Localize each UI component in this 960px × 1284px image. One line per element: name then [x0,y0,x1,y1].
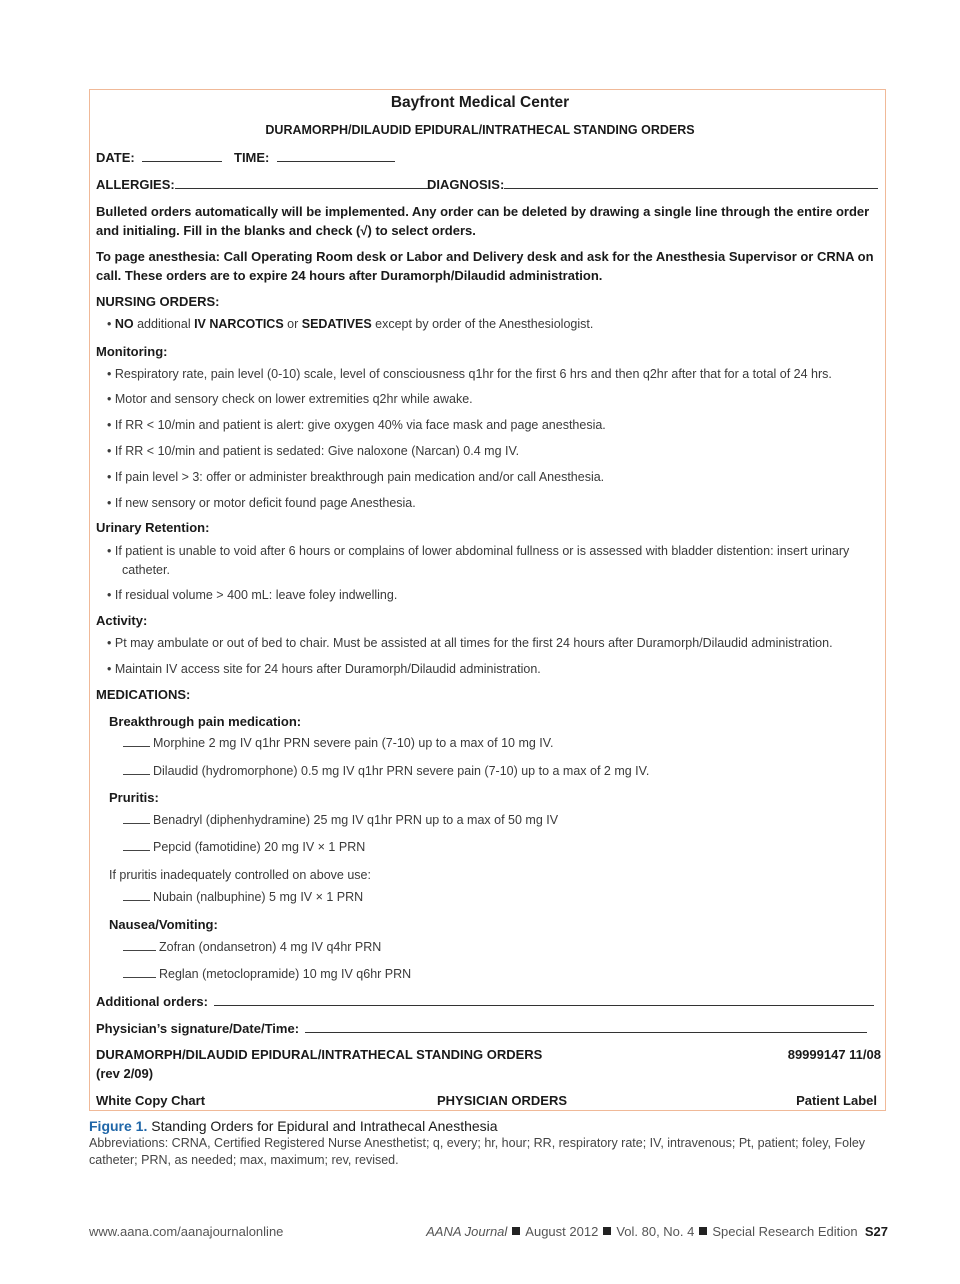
medication-option[interactable]: Dilaudid (hydromorphone) 0.5 mg IV q1hr PRN severe pain (7-10) up to a max of 2 mg IV. [123,764,649,778]
paging-text: To page anesthesia: Call Operating Room desk or Labor and Delivery desk and ask for the Anesthesia Supervisor or CRNA on call. These orders are to expire 24 hours after Duramorph/Dilaudid administration. [96,249,874,283]
square-separator-icon [512,1227,520,1235]
medication-option[interactable]: Nubain (nalbuphine) 5 mg IV × 1 PRN [123,890,363,904]
copy-label: White Copy Chart [96,1093,206,1108]
signature-field[interactable] [96,1021,867,1036]
list-item: • Respiratory rate, pain level (0-10) scale, level of consciousness q1hr for the first 6 hrs and then q2hr after that for a total of 24 hrs. [107,367,832,381]
additional-orders-label: Additional orders: [96,994,208,1009]
time-field[interactable] [234,150,395,165]
footer-form-code: 89999147 11/08 [787,1047,881,1062]
orders-label: PHYSICIAN ORDERS [437,1093,568,1108]
monitoring-title: Monitoring: [96,344,168,359]
check-blank[interactable] [123,773,150,775]
check-blank[interactable] [123,949,156,951]
nursing-order-item: • NO additional IV NARCOTICS or SEDATIVES except by order of the Anesthesiologist. [107,317,594,331]
list-item: • If new sensory or motor deficit found page Anesthesia. [107,496,416,510]
list-item: • If pain level > 3: offer or administer breakthrough pain medication and/or call Anesthesia. [107,470,605,484]
list-item: • Pt may ambulate or out of bed to chair. Must be assisted at all times for the first 24 hours after Duramorph/Dilaudid administration. [107,636,833,650]
activity-title: Activity: [96,613,148,628]
medication-option[interactable]: Zofran (ondansetron) 4 mg IV q4hr PRN [123,940,381,954]
check-blank[interactable] [123,745,150,747]
list-item: • Maintain IV access site for 24 hours after Duramorph/Dilaudid administration. [107,662,541,676]
allergies-field[interactable] [96,177,431,192]
journal-name: AANA Journal [426,1224,508,1239]
footer-revision: (rev 2/09) [96,1066,154,1081]
pruritis-title: Pruritis: [109,790,159,805]
check-blank[interactable] [123,849,150,851]
pruritis-inadequate-text: If pruritis inadequately controlled on above use: [109,868,371,882]
urinary-title: Urinary Retention: [96,520,210,535]
square-separator-icon [603,1227,611,1235]
org-name: Bayfront Medical Center [390,94,570,111]
figure-abbreviations: Abbreviations: CRNA, Certified Registered Nurse Anesthetist; q, every; hr, hour; RR, respiratory rate; IV, intravenous; Pt, patient; foley, Foley catheter; PRN, as needed; max, maximum; rev, revised. [89,1136,866,1167]
figure-caption-title [89,1118,498,1134]
medications-title: MEDICATIONS: [96,687,191,702]
check-blank[interactable] [123,899,150,901]
signature-label: Physician’s signature/Date/Time: [96,1021,300,1036]
additional-orders-field[interactable] [96,994,874,1009]
nausea-title: Nausea/Vomiting: [109,917,218,932]
journal-url[interactable]: www.aana.com/aanajournalonline [89,1224,284,1239]
square-separator-icon [699,1227,707,1235]
date-label: DATE: [96,150,135,165]
breakthrough-title: Breakthrough pain medication: [109,714,302,729]
time-label: TIME: [234,150,270,165]
instructions-text: Bulleted orders automatically will be implemented. Any order can be deleted by drawing a single line through the entire order and initialing. Fill in the blanks and check (√) to select orders. [96,204,870,238]
figure-label: Figure 1. [89,1118,148,1134]
medication-option[interactable]: Pepcid (famotidine) 20 mg IV × 1 PRN [123,840,365,854]
medication-option[interactable]: Morphine 2 mg IV q1hr PRN severe pain (7-10) up to a max of 10 mg IV. [123,736,553,750]
patient-label: Patient Label [796,1093,877,1108]
diagnosis-field[interactable] [427,177,878,192]
nursing-orders-title: NURSING ORDERS: [96,294,220,309]
list-item: • If RR < 10/min and patient is alert: give oxygen 40% via face mask and page anesthesia. [107,418,606,432]
medication-option[interactable]: Reglan (metoclopramide) 10 mg IV q6hr PRN [123,967,411,981]
list-item: • If patient is unable to void after 6 hours or complains of lower abdominal fullness or is assessed with bladder distention: insert urinary catheter. [107,544,850,577]
allergies-label: ALLERGIES: [96,177,175,192]
medication-option[interactable]: Benadryl (diphenhydramine) 25 mg IV q1hr PRN up to a max of 50 mg IV [123,813,558,827]
page-number: S27 [864,1224,888,1239]
form-heading: DURAMORPH/DILAUDID EPIDURAL/INTRATHECAL STANDING ORDERS [265,123,695,137]
check-blank[interactable] [123,976,156,978]
figure-title: Standing Orders for Epidural and Intrathecal Anesthesia [151,1118,498,1134]
date-field[interactable] [96,150,222,165]
check-blank[interactable] [123,822,150,824]
list-item: • If RR < 10/min and patient is sedated: Give naloxone (Narcan) 0.4 mg IV. [107,444,520,458]
footer-form-title: DURAMORPH/DILAUDID EPIDURAL/INTRATHECAL STANDING ORDERS [96,1047,543,1062]
list-item: • Motor and sensory check on lower extremities q2hr while awake. [107,392,473,406]
diagnosis-label: DIAGNOSIS: [427,177,505,192]
journal-citation: AANA Journal August 2012 Vol. 80, No. 4 Special Research Edition S27 [426,1224,888,1239]
list-item: • If residual volume > 400 mL: leave foley indwelling. [107,588,398,602]
